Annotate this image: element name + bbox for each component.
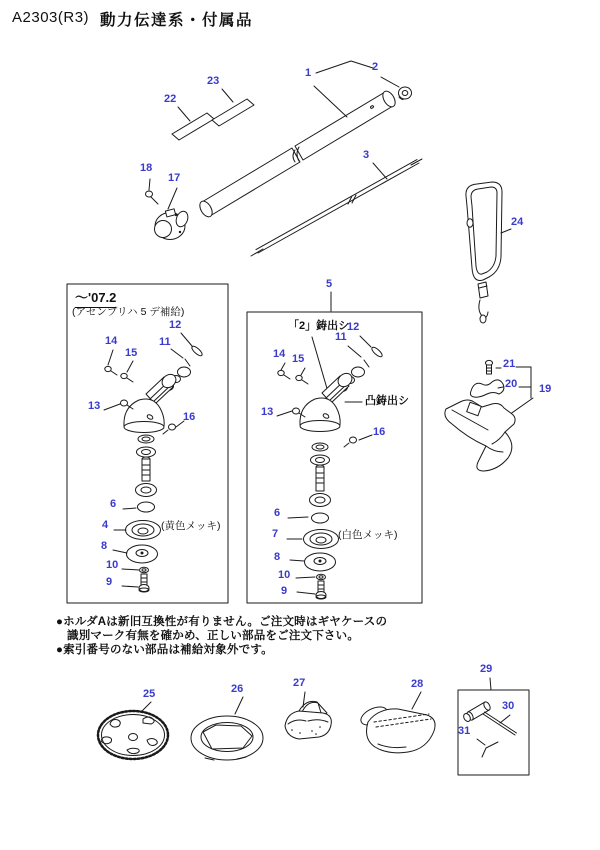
callout-16-left: 16 bbox=[183, 411, 196, 423]
callout-5: 5 bbox=[326, 278, 333, 290]
callout-27: 27 bbox=[293, 677, 306, 689]
callout-22: 22 bbox=[164, 93, 177, 105]
page-title: 動力伝達系・付属品 bbox=[100, 12, 254, 29]
callout-30: 30 bbox=[502, 700, 515, 712]
part-19-safety-guard bbox=[445, 367, 533, 471]
callout-13-left: 13 bbox=[88, 400, 101, 412]
right-cast-mark-side: 凸鋳出シ bbox=[365, 395, 409, 407]
callout-18: 18 bbox=[140, 162, 153, 174]
callout-12-left: 12 bbox=[169, 319, 182, 331]
callout-6-left: 6 bbox=[110, 498, 117, 510]
part-18-bolt bbox=[146, 179, 159, 204]
callout-1: 1 bbox=[305, 67, 312, 79]
note-line-2: 識別マーク有無を確かめ、正しい部品をご注文下さい。 bbox=[67, 630, 360, 642]
callout-14-left: 14 bbox=[105, 335, 118, 347]
callout-8-left: 8 bbox=[101, 540, 108, 552]
callout-31: 31 bbox=[458, 725, 471, 737]
callout-3: 3 bbox=[363, 149, 370, 161]
left-plating-note: (黄色メッキ) bbox=[161, 520, 221, 532]
callout-25: 25 bbox=[143, 688, 156, 700]
callout-10-left: 10 bbox=[106, 559, 119, 571]
callout-11-right: 11 bbox=[335, 331, 347, 343]
callout-16-right: 16 bbox=[373, 426, 386, 438]
callout-21: 21 bbox=[503, 358, 516, 370]
page-code: A2303(R3) bbox=[12, 9, 90, 26]
callout-24: 24 bbox=[511, 216, 524, 228]
part-20-clamp-bracket bbox=[470, 380, 531, 397]
part-26-protector-ring bbox=[191, 697, 263, 760]
callout-2: 2 bbox=[372, 61, 379, 73]
left-box-heading: ～'07.2 bbox=[75, 287, 116, 308]
right-cast-mark-top: 「2」鋳出シ bbox=[288, 320, 350, 332]
part-28-blade-cover bbox=[358, 692, 435, 753]
callout-4: 4 bbox=[102, 519, 109, 531]
callout-8-right: 8 bbox=[274, 551, 281, 563]
callout-11-left: 11 bbox=[159, 336, 171, 348]
right-gearcase-assembly bbox=[277, 336, 384, 599]
right-plating-note: (白色メッキ) bbox=[338, 529, 398, 541]
callout-15-right: 15 bbox=[292, 353, 305, 365]
part-27-goggles bbox=[285, 692, 331, 739]
part-23-label-plate bbox=[212, 89, 254, 126]
part-31-hex-key bbox=[477, 739, 498, 757]
part-1-main-pipe bbox=[197, 61, 397, 219]
callout-26: 26 bbox=[231, 683, 244, 695]
part-17-clamp bbox=[155, 188, 190, 240]
left-gearcase-assembly bbox=[104, 333, 204, 592]
callout-9-right: 9 bbox=[281, 585, 288, 597]
callout-17: 17 bbox=[168, 172, 181, 184]
callout-10-right: 10 bbox=[278, 569, 291, 581]
callout-12-right: 12 bbox=[347, 321, 360, 333]
part-22-label-plate bbox=[172, 107, 214, 140]
callout-13-right: 13 bbox=[261, 406, 274, 418]
callout-29: 29 bbox=[480, 663, 493, 675]
callout-23: 23 bbox=[207, 75, 220, 87]
callout-20: 20 bbox=[505, 378, 518, 390]
callout-7: 7 bbox=[272, 528, 279, 540]
note-line-1: ●ホルダAは新旧互換性が有りません。ご注文時はギヤケースの bbox=[56, 616, 388, 628]
note-line-3: ●索引番号のない部品は補給対象外です。 bbox=[56, 644, 273, 656]
left-box-subheading: (アセンブリハ 5 デ補給) bbox=[72, 306, 185, 318]
part-25-saw-blade bbox=[98, 702, 168, 759]
callout-14-right: 14 bbox=[273, 348, 286, 360]
callout-6-right: 6 bbox=[274, 507, 281, 519]
callout-19: 19 bbox=[539, 383, 552, 395]
part-24-harness-strap bbox=[466, 182, 511, 323]
callout-9-left: 9 bbox=[106, 576, 113, 588]
callout-15-left: 15 bbox=[125, 347, 138, 359]
callout-28: 28 bbox=[411, 678, 424, 690]
